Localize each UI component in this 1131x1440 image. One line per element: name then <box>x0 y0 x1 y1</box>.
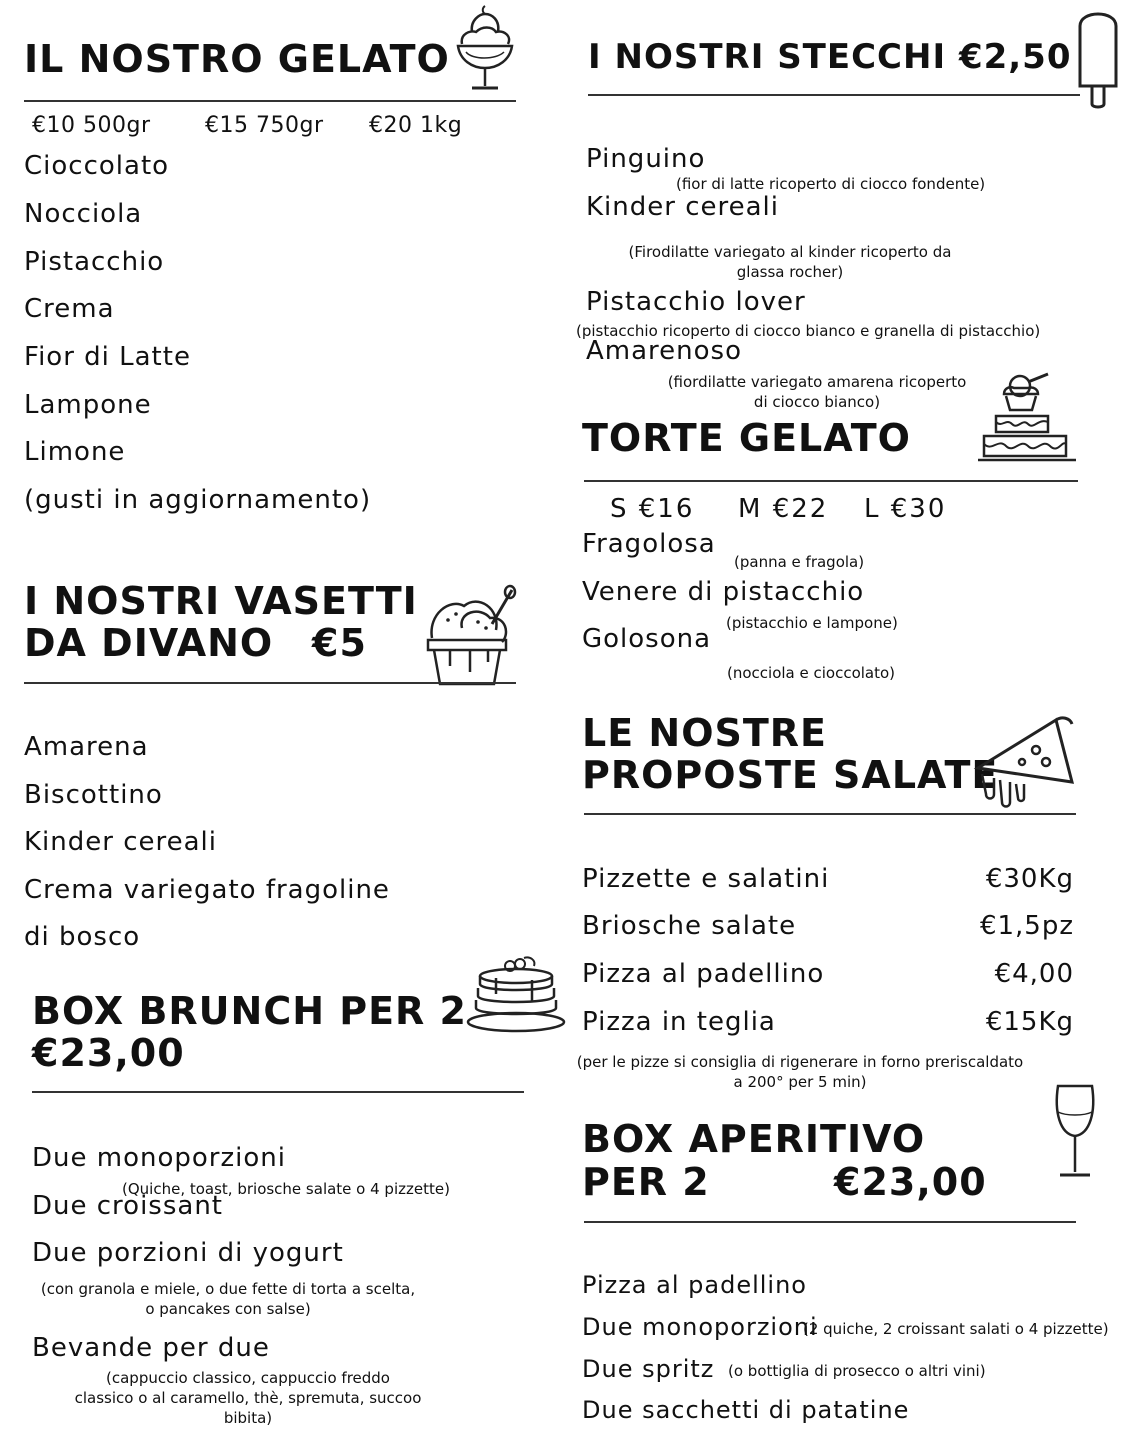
list-item: Due monoporzioni <box>582 1313 818 1341</box>
list-item: Briosche salate <box>582 911 797 941</box>
list-item: Due spritz <box>582 1355 715 1383</box>
item-note-line: (cappuccio classico, cappuccio freddo <box>106 1369 390 1387</box>
item-note: (2 quiche, 2 croissant salati o 4 pizzette) <box>803 1320 1109 1338</box>
vasetti-divider <box>24 682 516 684</box>
item-note-line: (Firodilatte variegato al kinder ricoperto da <box>628 243 952 261</box>
salate-note-line: (per le pizze si consiglia di rigenerare in forno preriscaldato <box>576 1053 1024 1071</box>
gelato-price-1kg: €20 1kg <box>369 113 463 138</box>
list-item: Due croissant <box>32 1191 224 1221</box>
list-item: Pinguino <box>586 144 706 174</box>
item-note: (nocciola e cioccolato) <box>727 664 896 682</box>
list-item: Crema variegato fragoline <box>24 875 390 905</box>
torte-size-s: S €16 <box>610 494 695 524</box>
list-item: Amarenoso <box>586 336 742 366</box>
list-item: Crema <box>24 294 115 324</box>
list-item: Kinder cereali <box>24 827 217 857</box>
salate-title-line1: LE NOSTRE <box>582 711 828 755</box>
aperitivo-divider <box>584 1221 1076 1223</box>
pizza-slice-icon <box>972 714 1078 810</box>
list-item: Cioccolato <box>24 151 170 181</box>
gelato-price-500: €10 500gr <box>32 113 151 138</box>
item-note-line: glassa rocher) <box>736 263 844 281</box>
torte-size-l: L €30 <box>864 494 947 524</box>
item-price: €30Kg <box>985 864 1074 894</box>
torte-title: TORTE GELATO <box>582 416 911 460</box>
list-item: Biscottino <box>24 780 163 810</box>
list-item: Due monoporzioni <box>32 1143 286 1173</box>
vasetti-price: €5 <box>312 621 367 665</box>
salate-divider <box>584 813 1076 815</box>
list-item: Pistacchio <box>24 247 165 277</box>
vasetti-title-line1: I NOSTRI VASETTI <box>24 579 418 623</box>
aperitivo-price: €23,00 <box>834 1160 987 1204</box>
gelato-title: IL NOSTRO GELATO <box>24 37 450 81</box>
item-note-line: classico o al caramello, thè, spremuta, succoo <box>74 1389 422 1407</box>
vasetti-title-line2: DA DIVANO <box>24 621 274 665</box>
item-price: €15Kg <box>985 1007 1074 1037</box>
item-note: (pistacchio ricoperto di ciocco bianco e granella di pistacchio) <box>576 322 1041 340</box>
list-item: di bosco <box>24 922 141 952</box>
list-item: Due sacchetti di patatine <box>582 1396 910 1424</box>
wine-glass-icon <box>1050 1082 1100 1182</box>
salate-title-line2: PROPOSTE SALATE <box>582 753 999 797</box>
item-note-line: (con granola e miele, o due fette di torta a scelta, <box>40 1280 416 1298</box>
list-item: Golosona <box>582 624 712 654</box>
salate-note-line: a 200° per 5 min) <box>733 1073 867 1091</box>
item-note-line: di ciocco bianco) <box>753 393 881 411</box>
brunch-title-line1: BOX BRUNCH PER 2 <box>32 989 467 1033</box>
gelato-price-750: €15 750gr <box>205 113 324 138</box>
list-item: Pizzette e salatini <box>582 864 830 894</box>
ice-cream-cup-icon <box>452 2 518 94</box>
stecchi-divider <box>588 94 1080 96</box>
gelato-divider <box>24 100 516 102</box>
item-price: €4,00 <box>994 959 1074 989</box>
popsicle-icon <box>1076 6 1120 110</box>
aperitivo-title-line2: PER 2 <box>582 1160 710 1204</box>
list-item: Lampone <box>24 390 152 420</box>
list-item: Bevande per due <box>32 1333 270 1363</box>
list-item: Pizza al padellino <box>582 1271 807 1299</box>
stecchi-title: I NOSTRI STECCHI €2,50 <box>588 37 1072 77</box>
list-item: (gusti in aggiornamento) <box>24 485 372 515</box>
item-note-line: (fiordilatte variegato amarena ricoperto <box>667 373 967 391</box>
item-price: €1,5pz <box>979 911 1074 941</box>
list-item: Pizza in teglia <box>582 1007 776 1037</box>
item-note: (panna e fragola) <box>734 553 865 571</box>
list-item: Venere di pistacchio <box>582 577 865 607</box>
item-note <box>48 1368 448 1428</box>
list-item: Kinder cereali <box>586 192 779 222</box>
ice-cream-tub-icon <box>424 584 518 688</box>
brunch-title-line2: €23,00 <box>32 1031 185 1075</box>
item-note <box>632 372 1002 412</box>
list-item: Nocciola <box>24 199 143 229</box>
item-note: (o bottiglia di prosecco o altri vini) <box>728 1362 986 1380</box>
pancakes-icon <box>466 954 566 1036</box>
item-note: (fior di latte ricoperto di ciocco fondente) <box>676 175 986 193</box>
item-note-line: o pancakes con salse) <box>145 1300 311 1318</box>
torte-size-m: M €22 <box>738 494 829 524</box>
brunch-divider <box>32 1091 524 1093</box>
list-item: Due porzioni di yogurt <box>32 1238 344 1268</box>
list-item: Pizza al padellino <box>582 959 825 989</box>
salate-note <box>570 1052 1030 1092</box>
list-item: Limone <box>24 437 126 467</box>
list-item: Fragolosa <box>582 529 716 559</box>
item-note: (pistacchio e lampone) <box>726 614 898 632</box>
list-item: Pistacchio lover <box>586 287 806 317</box>
item-note: (Quiche, toast, briosche salate o 4 pizzette) <box>122 1180 450 1198</box>
torte-divider <box>584 480 1078 482</box>
item-note <box>590 242 990 282</box>
item-note-line: bibita) <box>223 1409 273 1427</box>
aperitivo-title-line1: BOX APERITIVO <box>582 1117 926 1161</box>
list-item: Amarena <box>24 732 149 762</box>
item-note <box>28 1279 428 1319</box>
cake-icon <box>976 372 1080 488</box>
list-item: Fior di Latte <box>24 342 191 372</box>
